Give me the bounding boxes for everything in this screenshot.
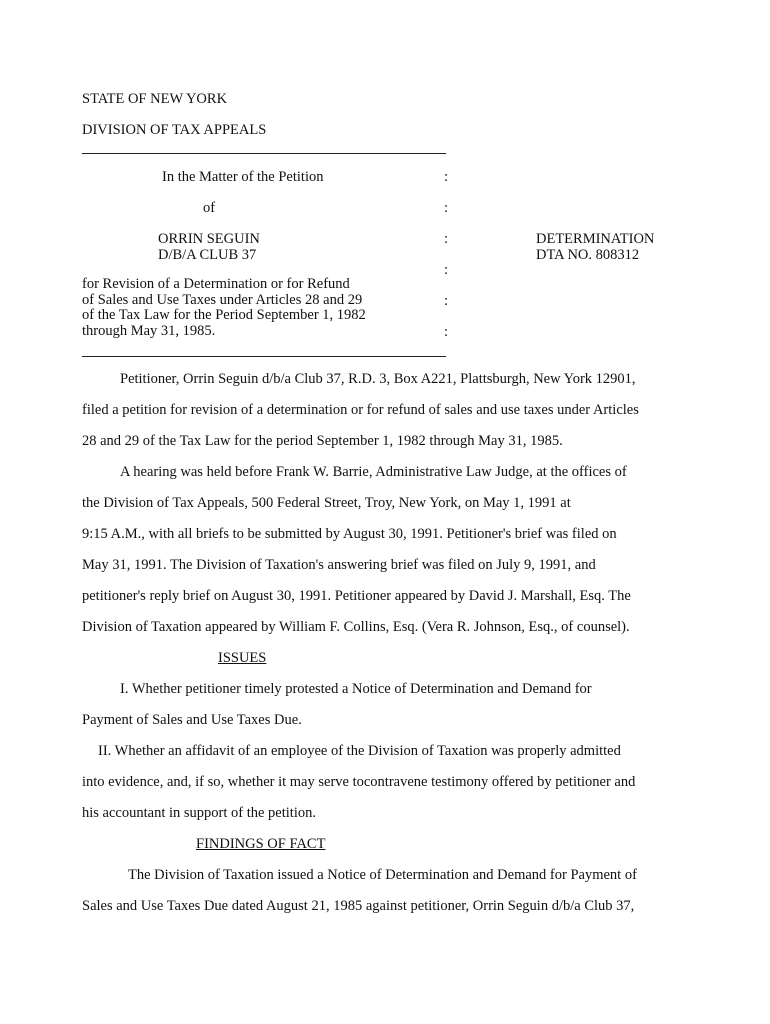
document-type: DETERMINATION <box>536 231 655 247</box>
purpose-line: for Revision of a Determination or for Refund <box>82 276 350 292</box>
issue-1-line: Payment of Sales and Use Taxes Due. <box>82 712 302 728</box>
matter-line: In the Matter of the Petition <box>162 169 324 185</box>
intro-line: Petitioner, Orrin Seguin d/b/a Club 37, R.D. 3, Box A221, Plattsburgh, New York 12901, <box>120 371 636 387</box>
purpose-line: through May 31, 1985. <box>82 322 216 339</box>
hearing-line: A hearing was held before Frank W. Barrie, Administrative Law Judge, at the offices of <box>120 464 627 480</box>
caption-colon: : <box>444 262 449 278</box>
issue-1-line: I. Whether petitioner timely protested a Notice of Determination and Demand for <box>120 681 592 697</box>
issue-2-line: his accountant in support of the petition. <box>82 805 316 821</box>
state-header: STATE OF NEW YORK <box>82 91 228 107</box>
intro-line: 28 and 29 of the Tax Law for the period September 1, 1982 through May 31, 1985. <box>82 433 563 449</box>
hearing-line: 9:15 A.M., with all briefs to be submitted by August 30, 1991. Petitioner's brief was filed on <box>82 526 617 542</box>
hearing-line: the Division of Tax Appeals, 500 Federal Street, Troy, New York, on May 1, 1991 at <box>82 495 571 511</box>
caption-colon: : <box>444 231 449 247</box>
issues-heading: ISSUES <box>218 650 267 666</box>
party-dba: D/B/A CLUB 37 <box>158 247 257 263</box>
petition-purpose <box>82 277 366 339</box>
findings-heading: FINDINGS OF FACT <box>196 836 326 852</box>
caption-top-rule <box>82 153 446 154</box>
intro-line: filed a petition for revision of a determination or for refund of sales and use taxes under Articles <box>82 402 639 418</box>
hearing-line: May 31, 1991. The Division of Taxation's answering brief was filed on July 9, 1991, and <box>82 557 596 573</box>
caption-colon: : <box>444 200 449 216</box>
caption-colon: : <box>444 324 449 340</box>
findings-line: The Division of Taxation issued a Notice of Determination and Demand for Payment of <box>128 867 637 883</box>
caption-bottom-rule <box>82 356 446 357</box>
purpose-line: of Sales and Use Taxes under Articles 28 and 29 <box>82 291 363 308</box>
of-line: of <box>203 200 216 216</box>
hearing-line: petitioner's reply brief on August 30, 1991. Petitioner appeared by David J. Marshall, Esq. The <box>82 588 631 604</box>
caption-colon: : <box>444 169 449 185</box>
division-header: DIVISION OF TAX APPEALS <box>82 122 267 138</box>
caption-colon: : <box>444 293 449 309</box>
issue-2-line: II. Whether an affidavit of an employee of the Division of Taxation was properly admitted <box>98 743 621 759</box>
party-name: ORRIN SEGUIN <box>158 231 260 247</box>
hearing-line: Division of Taxation appeared by William F. Collins, Esq. (Vera R. Johnson, Esq., of counsel). <box>82 619 630 635</box>
issue-2-line: into evidence, and, if so, whether it may serve tocontravene testimony offered by petitioner and <box>82 774 636 790</box>
findings-line: Sales and Use Taxes Due dated August 21, 1985 against petitioner, Orrin Seguin d/b/a Club 37, <box>82 898 635 914</box>
purpose-line: of the Tax Law for the Period September 1, 1982 <box>82 307 366 323</box>
document-number: DTA NO. 808312 <box>536 247 640 263</box>
